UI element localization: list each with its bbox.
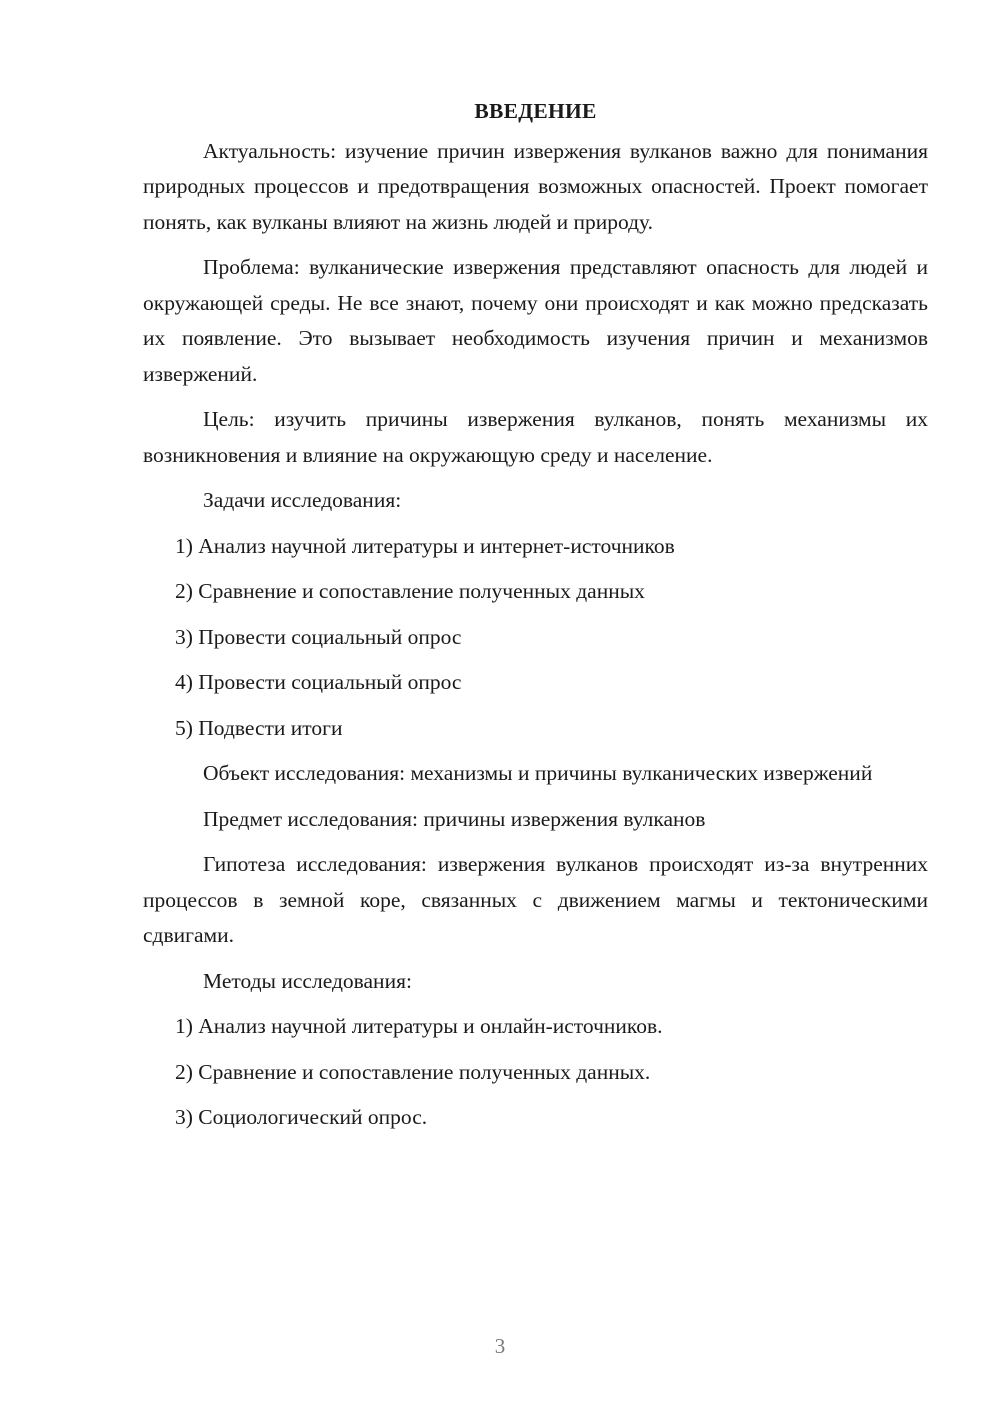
task-item: 2) Сравнение и сопоставление полученных данных xyxy=(175,579,645,603)
object-paragraph: Объект исследования: механизмы и причины вулканических извержений xyxy=(203,761,873,785)
tasks-heading: Задачи исследования: xyxy=(203,488,402,512)
section-title: ВВЕДЕНИЕ xyxy=(474,99,597,123)
relevance-paragraph: Актуальность: изучение причин извержения вулканов важно для понимания природных процессов и предотвращения возможных опасностей. Проект помогает понять, как вулканы влияют на жизнь людей и природу. xyxy=(143,138,928,234)
problem-paragraph: Проблема: вулканические извержения представляют опасность для людей и окружающей среды. Не все знают, почему они происходят и как можно предсказать их появление. Это вызывает необходимость изучения причин и механизмов извержений. xyxy=(143,255,928,386)
method-item: 2) Сравнение и сопоставление полученных данных. xyxy=(175,1059,651,1084)
page-content xyxy=(143,94,928,1146)
task-item: 3) Провести социальный опрос xyxy=(175,624,462,649)
task-item: 5) Подвести итоги xyxy=(175,715,343,740)
method-item: 1) Анализ научной литературы и онлайн-источников. xyxy=(175,1014,663,1038)
page-number: 3 xyxy=(494,1334,506,1358)
methods-heading: Методы исследования: xyxy=(203,968,412,993)
hypothesis-paragraph: Гипотеза исследования: извержения вулканов происходят из-за внутренних процессов в земной коре, связанных с движением магмы и тектоническими сдвигами. xyxy=(143,852,928,947)
task-item: 1) Анализ научной литературы и интернет-источников xyxy=(175,533,675,558)
subject-paragraph: Предмет исследования: причины извержения вулканов xyxy=(203,806,706,831)
task-item: 4) Провести социальный опрос xyxy=(175,670,462,694)
method-item: 3) Социологический опрос. xyxy=(175,1105,428,1129)
goal-paragraph: Цель: изучить причины извержения вулканов, понять механизмы их возникновения и влияние на окружающую среду и население. xyxy=(143,407,928,467)
